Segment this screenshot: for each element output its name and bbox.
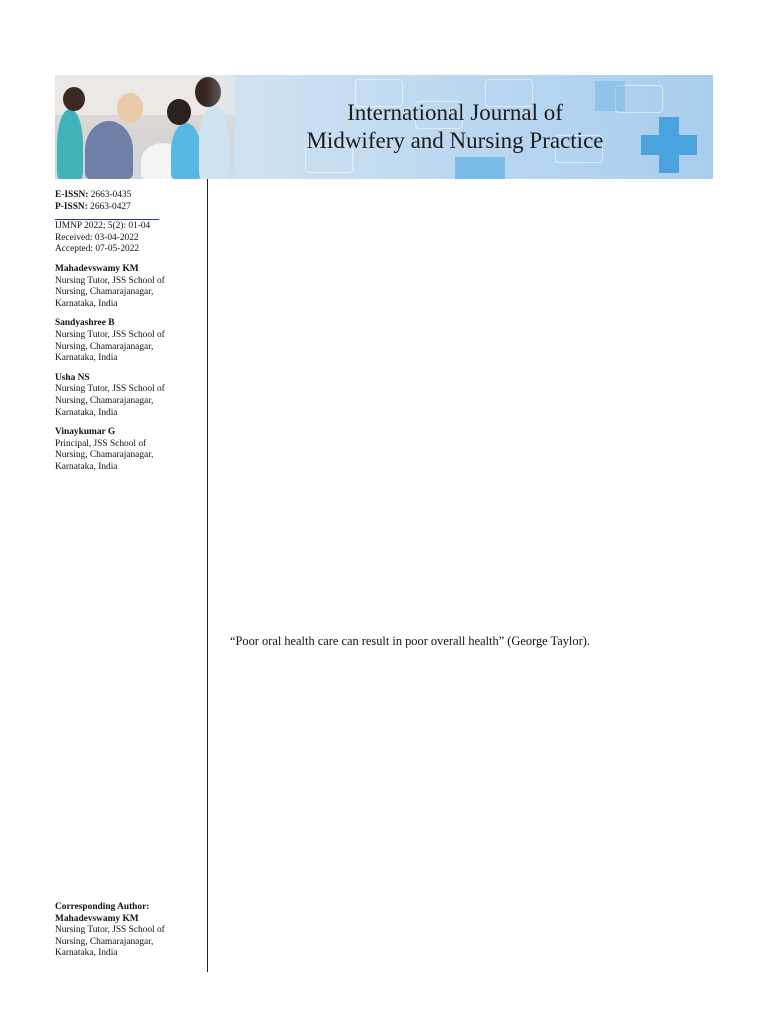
journal-banner bbox=[55, 75, 713, 179]
column-divider bbox=[207, 179, 208, 972]
corresponding-author: Corresponding Author: Mahadevswamy KM Nursing Tutor, JSS School of Nursing, Chamarajanagar, Karnataka, India bbox=[55, 902, 165, 959]
eissn: E-ISSN: 2663-0435 bbox=[55, 190, 132, 200]
author-block: Usha NS Nursing Tutor, JSS School of Nursing, Chamarajanagar, Karnataka, India bbox=[55, 372, 165, 418]
citation: IJMNP 2022; 5(2): 01-04 bbox=[55, 221, 151, 232]
accepted-date: Accepted: 07-05-2022 bbox=[55, 244, 140, 255]
author-block: Vinaykumar G Principal, JSS School of Nursing, Chamarajanagar, Karnataka, India bbox=[55, 427, 154, 472]
opening-quote: “Poor oral health care can result in poor overall health” (George Taylor). bbox=[230, 634, 590, 648]
pissn: P-ISSN: 2663-0427 bbox=[55, 201, 131, 212]
author-block: Mahadevswamy KM Nursing Tutor, JSS School of Nursing, Chamarajanagar, Karnataka, India bbox=[55, 263, 165, 309]
received-date: Received: 03-04-2022 bbox=[55, 232, 139, 243]
article-sidebar bbox=[55, 190, 200, 473]
journal-title: International Journal of Midwifery and Nursing Practice bbox=[306, 100, 604, 153]
author-block: Sandyashree B Nursing Tutor, JSS School of Nursing, Chamarajanagar, Karnataka, India bbox=[55, 318, 165, 364]
